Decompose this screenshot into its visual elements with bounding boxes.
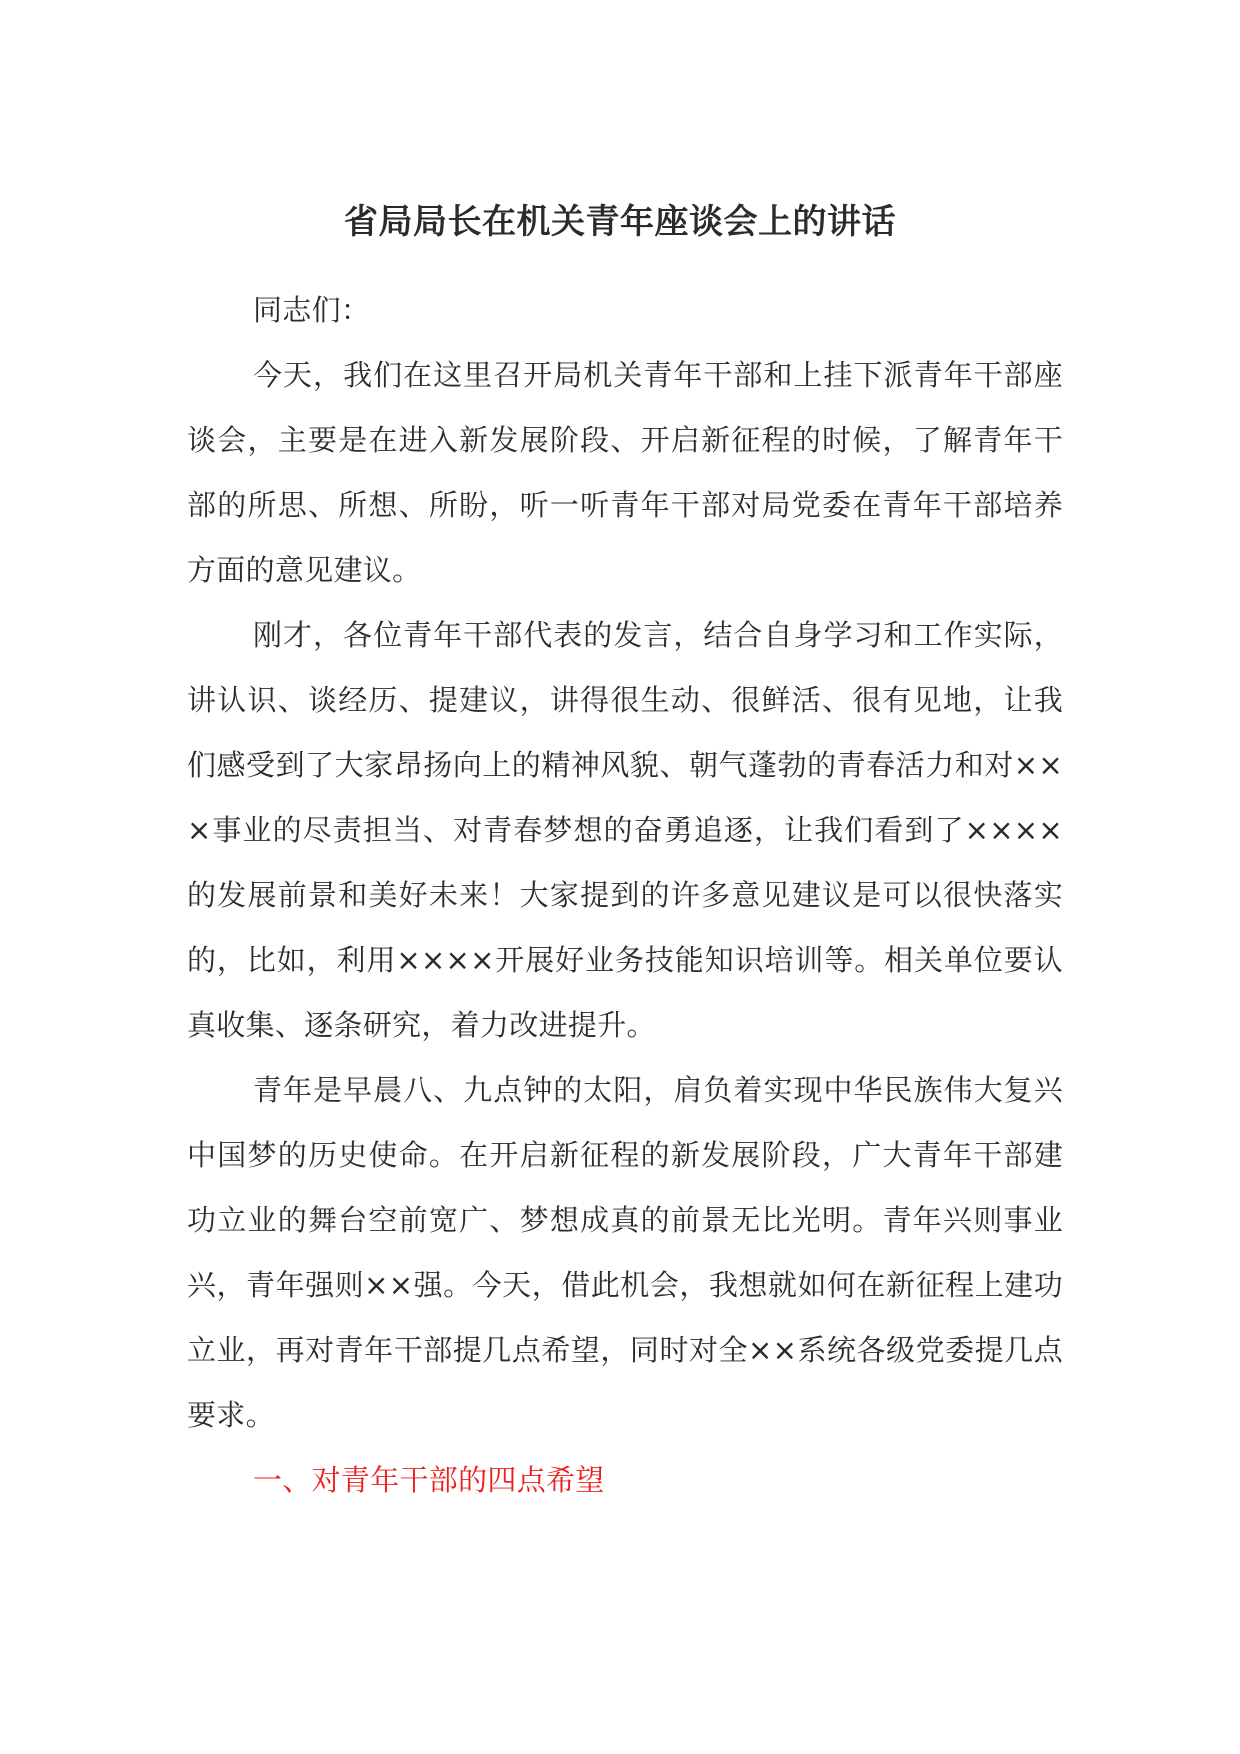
document-title: 省局局长在机关青年座谈会上的讲话 [344,202,896,242]
paragraph-1: 今天，我们在这里召开局机关青年干部和上挂下派青年干部座谈会，主要是在进入新发展阶段、开启新征程的时候，了解青年干部的所思、所想、所盼，听一听青年干部对局党委在青年干部培养方面的意见建议。 [187,358,1063,587]
paragraph-2: 刚才，各位青年干部代表的发言，结合自身学习和工作实际，讲认识、谈经历、提建议，讲得很生动、很鲜活、很有见地，让我们感受到了大家昂扬向上的精神风貌、朝气蓬勃的青春活力和对×××事业的尽责担当、对青春梦想的奋勇追逐，让我们看到了××××的发展前景和美好未来！大家提到的许多意见建议是可以很快落实的，比如，利用××××开展好业务技能知识培训等。相关单位要认真收集、逐条研究，着力改进提升。 [187,618,1063,1042]
section-heading: 一、对青年干部的四点希望 [253,1463,605,1497]
paragraph-3: 青年是早晨八、九点钟的太阳，肩负着实现中华民族伟大复兴中国梦的历史使命。在开启新征程的新发展阶段，广大青年干部建功立业的舞台空前宽广、梦想成真的前景无比光明。青年兴则事业兴，青年强则××强。今天，借此机会，我想就如何在新征程上建功立业，再对青年干部提几点希望，同时对全××系统各级党委提几点要求。 [187,1073,1063,1432]
salutation: 同志们： [253,293,371,327]
document-body [187,278,1063,1513]
